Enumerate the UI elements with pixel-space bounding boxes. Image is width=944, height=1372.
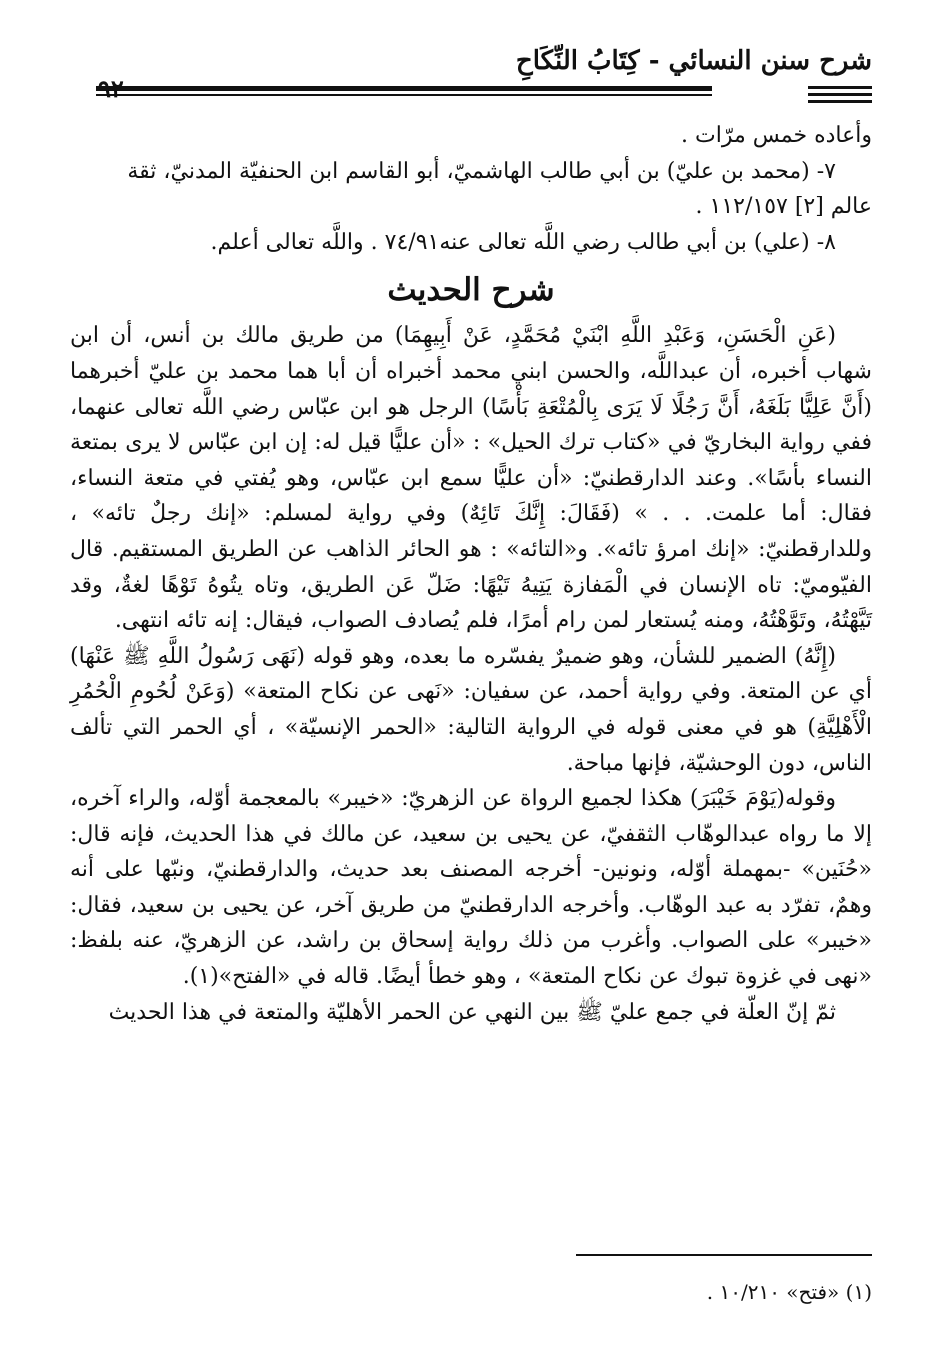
section-title: شرح الحديث: [387, 272, 555, 309]
footnote: (١) «فتح» ١٠/٢١٠ .: [706, 1280, 872, 1304]
page-header: [72, 44, 872, 100]
paragraph-4: ثمّ إنّ العلّة في جمع عليّ ﷺ بين النهي عن الحمر الأهليّة والمتعة في هذا الحديث: [108, 999, 836, 1025]
narrator-8: ٨- (علي) بن أبي طالب رضي اللَّه تعالى عنه٧٤/٩١ . واللَّه تعالى أعلم.: [210, 229, 836, 255]
header-ornament-line-1: [808, 86, 872, 89]
header-rule-thick: [96, 86, 712, 91]
paragraph-2: (إِنَّهُ) الضمير للشأن، وهو ضميرٌ يفسّره ما بعده، وهو قوله (نَهَى رَسُولُ اللَّهِ ﷺ عَنْهَا) أي عن المتعة. وفي رواية أحمد، عن سفيان: «نَهى عن نكاح المتعة» (وَعَنْ لُحُومِ الْحُمُرِ الْأَهْلِيَّةِ) هو في معنى قوله في الرواية التالية: «الحمر الإنسيّة» ، أي الحمر التي تألف الناس، دون الوحشيّة، فإنها مباحة.: [70, 643, 872, 776]
narrator-7: ٧- (محمد بن عليّ) بن أبي طالب الهاشميّ، أبو القاسم ابن الحنفيّة المدنيّ، ثقة: [127, 158, 836, 184]
header-ornament-line-3: [808, 100, 872, 103]
footnote-divider: [576, 1254, 872, 1256]
paragraph-3: وقوله(يَوْمَ خَيْبَرَ) هكذا لجميع الرواة عن الزهريّ: «خيبر» بالمعجمة أوّله، والراء آخره، إلا ما رواه عبدالوهّاب الثقفيّ، عن يحيى بن سعيد، عن مالك في هذا الحديث، فإنه قال: «حُنَين» -بمهملة أوّله، ونونين- أخرجه المصنف بعد حديث، والدارقطنيّ، ونبّها على أنه وهمٌ، تفرّد به عبد الوهّاب. وأخرجه الدارقطنيّ من طريق آخر، عن يحيى بن سعيد، فقال: «خيبر» على الصواب. وأغرب من ذلك رواية إسحاق بن راشد، عن الزهريّ، عنه بلفظ: «نهى في غزوة تبوك عن نكاح المتعة» ، وهو خطأ أيضًا. قاله في «الفتح»(١).: [70, 786, 872, 990]
narrator-line-0: وأعاده خمس مرّات .: [681, 123, 872, 148]
running-title: شرح سنن النسائي - كِتَابُ النِّكَاحِ: [515, 46, 872, 76]
paragraph-1: (عَنِ الْحَسَنِ، وَعَبْدِ اللَّهِ ابْنَيْ مُحَمَّدٍ، عَنْ أَبِيهِمَا) من طريق مالك بن أنس، أن ابن شهاب أخبره، أن عبداللَّه، والحسن ابني محمد أخبراه أن أبا هما محمد بن عليّ أخبرهما (أَنَّ عَلِيًّا بَلَغَهُ، أَنَّ رَجُلًا لَا يَرَى بِالْمُتْعَةِ بَأْسًا) الرجل هو ابن عبّاس رضي اللَّه تعالى عنهما، ففي رواية البخاريّ في «كتاب ترك الحيل» : «أن عليًّا قيل له: إن ابن عبّاس لا يرى بمتعة النساء بأسًا». وعند الدارقطنيّ: «أن عليًّا سمع ابن عبّاس، وهو يُفتي في متعة النساء، فقال: أما علمت. . . » (فَقَالَ: إِنَّكَ تَائِهٌ) وفي رواية لمسلم: «إنك رجلٌ تائه» ، وللدارقطنيّ: «إنك امرؤ تائه». و«التائه» : هو الحائر الذاهب عن الطريق المستقيم. قال الفيّوميّ: تاه الإنسان في الْمَفازة يَتِيهُ تَيْهًا: ضَلّ عَن الطريق، وتاه يتُوهُ تَوْهًا لغةٌ، وقد تَيَّهْتُهُ، وتَوَّهْتُهُ، ومنه يُستعار لمن رام أمرًا، فلم يُصادف الصواب، فيقال: إنه تائه انتهى.: [70, 323, 873, 634]
header-rule-thin: [96, 94, 712, 96]
header-ornament-line-2: [808, 93, 872, 96]
narrator-7-continued: عالم [٢] ١١٢/١٥٧ .: [695, 194, 872, 220]
page-body: [70, 118, 872, 1030]
